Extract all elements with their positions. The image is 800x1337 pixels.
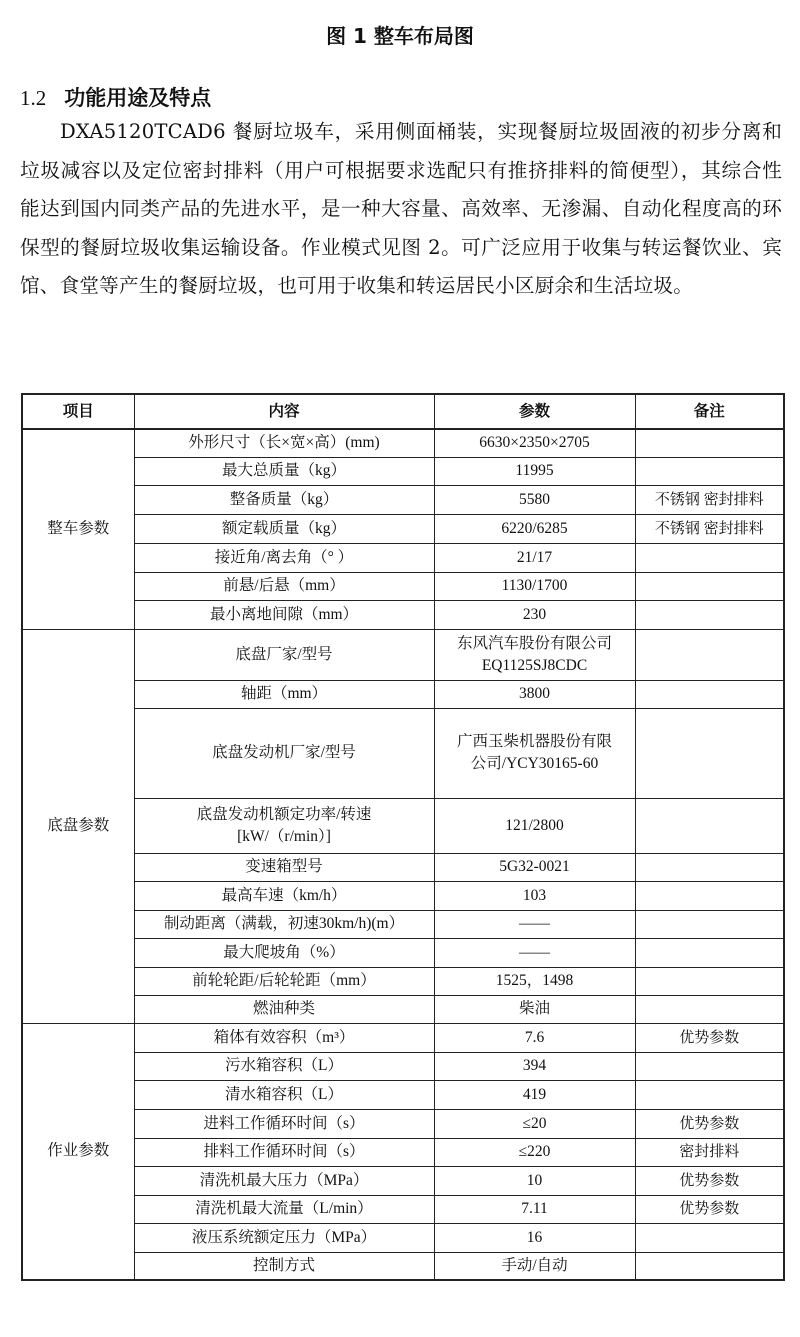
cell-remark: [635, 572, 784, 600]
group-label: 底盘参数: [22, 629, 134, 1023]
cell-remark: 优势参数: [635, 1195, 784, 1223]
cell-content: 整备质量（kg）: [134, 485, 434, 514]
cell-content: 底盘发动机额定功率/转速 [kW/（r/min）]: [134, 798, 434, 853]
table-row: [22, 1252, 784, 1280]
table-row: [22, 1195, 784, 1223]
cell-remark: [635, 600, 784, 629]
table-row: [22, 798, 784, 853]
section-heading: [20, 82, 211, 112]
cell-remark: [635, 995, 784, 1023]
table-row: [22, 629, 784, 680]
cell-remark: 优势参数: [635, 1023, 784, 1052]
cell-remark: [635, 1052, 784, 1080]
cell-content: 清洗机最大压力（MPa）: [134, 1166, 434, 1195]
cell-content: 污水箱容积（L）: [134, 1052, 434, 1080]
table-row: [22, 572, 784, 600]
header-content: 内容: [134, 394, 434, 429]
section-number: 1.2: [20, 86, 47, 110]
cell-remark: [635, 910, 784, 938]
spec-table: [21, 393, 785, 1281]
cell-content: 外形尺寸（长×宽×高）(mm): [134, 429, 434, 457]
cell-remark: [635, 881, 784, 910]
cell-param: 6220/6285: [434, 514, 635, 543]
table-row: [22, 429, 784, 457]
table-row: [22, 708, 784, 798]
cell-content: 制动距离（满载，初速30km/h)(m）: [134, 910, 434, 938]
cell-remark: [635, 429, 784, 457]
table-row: [22, 1023, 784, 1052]
cell-remark: [635, 680, 784, 708]
header-item: 项目: [22, 394, 134, 429]
table-row: [22, 543, 784, 572]
cell-remark: 优势参数: [635, 1166, 784, 1195]
table-body: [22, 429, 784, 1280]
table-row: [22, 853, 784, 881]
table-row: [22, 1223, 784, 1252]
cell-param: ——: [434, 938, 635, 967]
cell-remark: [635, 1080, 784, 1109]
cell-param: 柴油: [434, 995, 635, 1023]
cell-remark: [635, 798, 784, 853]
cell-param: 5G32-0021: [434, 853, 635, 881]
cell-remark: [635, 457, 784, 485]
cell-content: 底盘发动机厂家/型号: [134, 708, 434, 798]
table-row: [22, 680, 784, 708]
table-row: [22, 910, 784, 938]
table-row: [22, 514, 784, 543]
table-row: [22, 457, 784, 485]
table-row: [22, 1138, 784, 1166]
table-row: [22, 1052, 784, 1080]
cell-content: 额定载质量（kg）: [134, 514, 434, 543]
cell-param: 7.6: [434, 1023, 635, 1052]
cell-param: ≤20: [434, 1109, 635, 1138]
cell-param: 10: [434, 1166, 635, 1195]
cell-param: 21/17: [434, 543, 635, 572]
table-row: [22, 1109, 784, 1138]
cell-remark: [635, 1252, 784, 1280]
cell-remark: 密封排料: [635, 1138, 784, 1166]
cell-param: 11995: [434, 457, 635, 485]
cell-content: 控制方式: [134, 1252, 434, 1280]
cell-remark: [635, 1223, 784, 1252]
cell-remark: 不锈钢 密封排料: [635, 514, 784, 543]
cell-content: 箱体有效容积（m³）: [134, 1023, 434, 1052]
table-row: [22, 1080, 784, 1109]
cell-content: 变速箱型号: [134, 853, 434, 881]
cell-content: 进料工作循环时间（s）: [134, 1109, 434, 1138]
cell-param: 394: [434, 1052, 635, 1080]
cell-param: 5580: [434, 485, 635, 514]
cell-remark: [635, 967, 784, 995]
cell-param: 手动/自动: [434, 1252, 635, 1280]
table-row: [22, 600, 784, 629]
cell-content: 最大爬坡角（%）: [134, 938, 434, 967]
section-title: 功能用途及特点: [64, 86, 212, 110]
cell-remark: [635, 543, 784, 572]
cell-content: 底盘厂家/型号: [134, 629, 434, 680]
group-label: 作业参数: [22, 1023, 134, 1280]
cell-param: 1130/1700: [434, 572, 635, 600]
cell-remark: [635, 853, 784, 881]
cell-param: 7.11: [434, 1195, 635, 1223]
cell-remark: [635, 629, 784, 680]
cell-param: 6630×2350×2705: [434, 429, 635, 457]
cell-remark: 不锈钢 密封排料: [635, 485, 784, 514]
cell-param: 16: [434, 1223, 635, 1252]
cell-remark: [635, 708, 784, 798]
header-remark: 备注: [635, 394, 784, 429]
cell-param: 121/2800: [434, 798, 635, 853]
cell-param: 1525，1498: [434, 967, 635, 995]
cell-content: 前轮轮距/后轮轮距（mm）: [134, 967, 434, 995]
cell-content: 最大总质量（kg）: [134, 457, 434, 485]
table-row: [22, 485, 784, 514]
header-param: 参数: [434, 394, 635, 429]
cell-content: 排料工作循环时间（s）: [134, 1138, 434, 1166]
cell-content: 燃油种类: [134, 995, 434, 1023]
cell-param: 103: [434, 881, 635, 910]
cell-content: 接近角/离去角（° ）: [134, 543, 434, 572]
table-header-row: [22, 394, 784, 429]
cell-content: 最高车速（km/h）: [134, 881, 434, 910]
cell-content: 最小离地间隙（mm）: [134, 600, 434, 629]
cell-content: 前悬/后悬（mm）: [134, 572, 434, 600]
table-row: [22, 995, 784, 1023]
cell-content: 液压系统额定压力（MPa）: [134, 1223, 434, 1252]
table-row: [22, 881, 784, 910]
cell-param: 广西玉柴机器股份有限 公司/YCY30165-60: [434, 708, 635, 798]
cell-param: ≤220: [434, 1138, 635, 1166]
table-row: [22, 967, 784, 995]
cell-remark: 优势参数: [635, 1109, 784, 1138]
cell-content: 清洗机最大流量（L/min）: [134, 1195, 434, 1223]
cell-content: 轴距（mm）: [134, 680, 434, 708]
cell-param: ——: [434, 910, 635, 938]
body-paragraph: DXA5120TCAD6 餐厨垃圾车，采用侧面桶装，实现餐厨垃圾固液的初步分离和垃圾减容以及定位密封排料（用户可根据要求选配只有推挤排料的简便型），其综合性能达到国内同类产品的先进水平，是一种大容量、高效率、无渗漏、自动化程度高的环保型的餐厨垃圾收集运输设备。作业模式见图 2。可广泛应用于收集与转运餐饮业、宾馆、食堂等产生的餐厨垃圾，也可用于收集和转运居民小区厨余和生活垃圾。: [20, 120, 782, 298]
cell-content: 清水箱容积（L）: [134, 1080, 434, 1109]
cell-param: 3800: [434, 680, 635, 708]
cell-remark: [635, 938, 784, 967]
group-label: 整车参数: [22, 429, 134, 629]
cell-param: 东风汽车股份有限公司 EQ1125SJ8CDC: [434, 629, 635, 680]
cell-param: 230: [434, 600, 635, 629]
table-row: [22, 1166, 784, 1195]
cell-param: 419: [434, 1080, 635, 1109]
table-row: [22, 938, 784, 967]
figure-caption: 图 1 整车布局图: [326, 24, 474, 48]
